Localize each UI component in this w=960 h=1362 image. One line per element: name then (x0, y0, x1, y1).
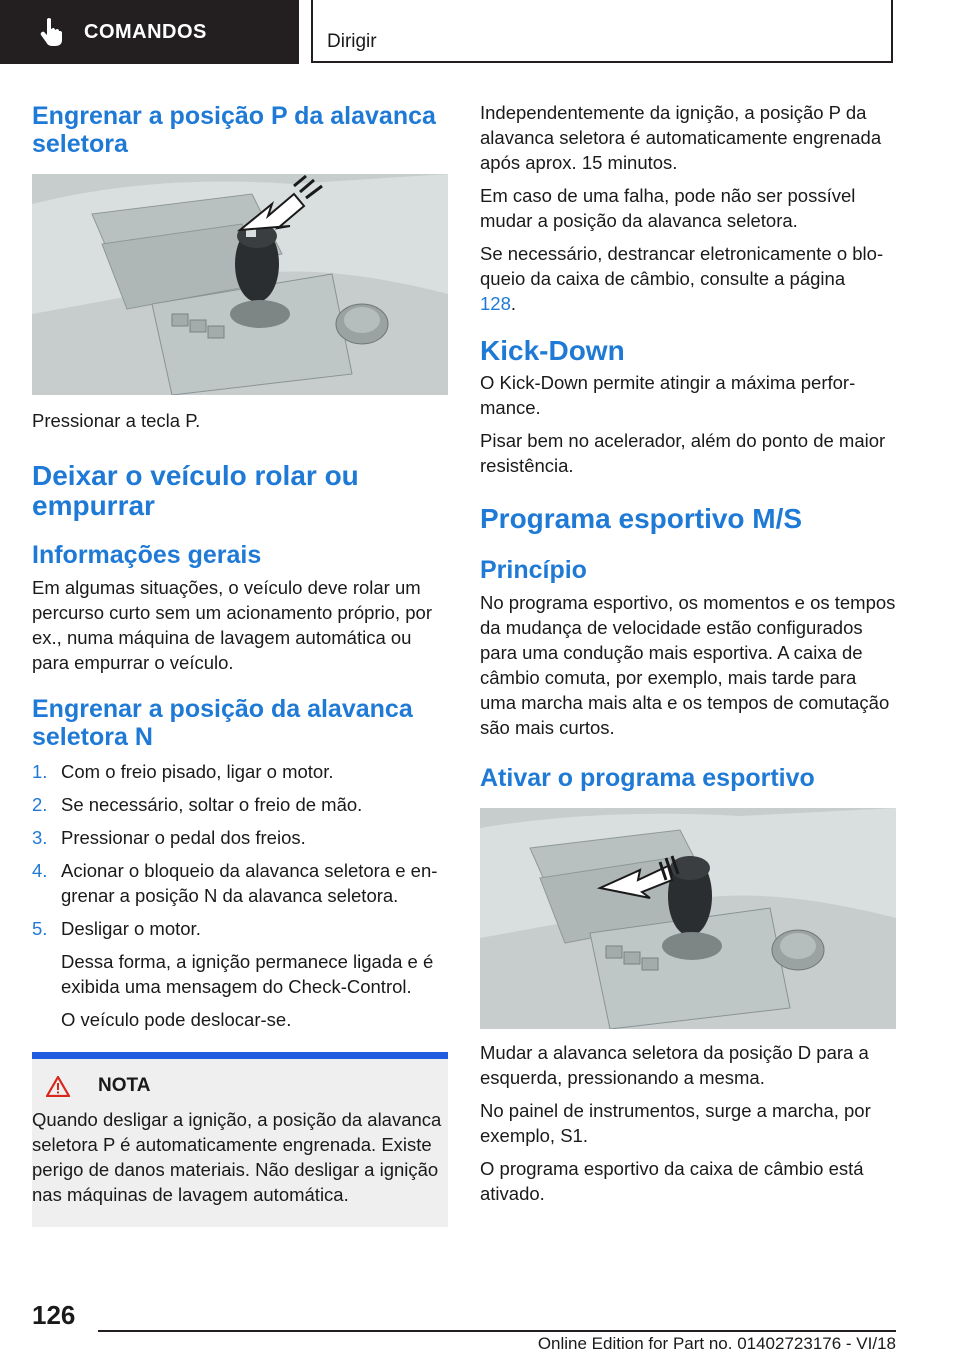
chapter-label: COMANDOS (84, 20, 207, 43)
step-text: Pressionar o pedal dos freios. (61, 827, 306, 848)
chapter-tab[interactable] (0, 0, 299, 64)
page-number: 126 (32, 1300, 76, 1330)
sport-mode-photo (480, 808, 896, 1029)
step-number: 4. (32, 860, 48, 881)
list-item (32, 759, 448, 784)
heading-kick-down: Kick-Down (480, 335, 625, 366)
heading-principle: Princípio (480, 556, 587, 584)
step5-detail: Dessa forma, a ignição permanece ligada e é exibida uma mensagem do Check-Control. (61, 951, 434, 997)
list-item (32, 792, 448, 817)
list-item (32, 825, 448, 850)
footer-divider (98, 1330, 896, 1332)
heading-general-info: Informações gerais (32, 541, 262, 569)
activate-text-2: No painel de instrumentos, surge a marcha, por exemplo, S1. (480, 1100, 871, 1146)
kick-down-text: O Kick-Down permite atingir a máxima performance. (480, 372, 856, 418)
edition-info: Online Edition for Part no. 01402723176 - VI/18 (537, 1334, 896, 1353)
unlock-text (480, 241, 896, 316)
caption-press-p: Pressionar a tecla P. (32, 410, 201, 431)
unlock-text-body: Se necessário, destrancar eletronicamente o bloqueio da caixa de câmbio, consulte a página (480, 243, 884, 289)
note-box (32, 1052, 448, 1227)
step5-detail-2: O veículo pode deslocar-se. (61, 1009, 292, 1030)
hand-pointer-icon (38, 17, 64, 47)
note-text: Quando desligar a ignição, a posição da alavanca seletora P é automaticamente engrenada. Existe perigo de danos materiais. Não desligar a ignição nas máquinas de lavagem automática. (32, 1109, 442, 1205)
step-text: Desligar o motor. (61, 918, 201, 939)
step-text: Com o freio pisado, ligar o motor. (61, 761, 334, 782)
step-number: 5. (32, 918, 48, 939)
steps-list (32, 759, 448, 1032)
general-info-text: Em algumas situações, o veículo deve rolar um percurso curto sem um acionamento próprio, por ex., numa máquina de lavagem automática ou para empurrar o veículo. (32, 577, 432, 673)
list-item (32, 916, 448, 1032)
section-header (311, 0, 893, 63)
principle-text: No programa esportivo, os momentos e os tempos da mudança de velocidade estão configurados para uma condução mais esportiva. A caixa de câmbio comuta, por exemplo, mais tarde para uma marcha mais alta e os tempos de comutação são mais curtos. (480, 592, 896, 738)
page-link-128[interactable]: 128 (480, 293, 511, 314)
auto-p-text: Independentemente da ignição, a posição P da alavanca seletora é automaticamente engrenada após aprox. 15 minutos. (480, 102, 882, 173)
list-item (32, 858, 448, 908)
gear-selector-photo (32, 174, 448, 395)
kick-down-text-2: Pisar bem no acelerador, além do ponto de maior resistência. (480, 430, 886, 476)
heading-sport-program: Programa esportivo M/S (480, 503, 803, 534)
right-column (480, 100, 896, 1206)
left-column (32, 100, 448, 1227)
note-title: NOTA (98, 1075, 151, 1096)
note-header (32, 1075, 448, 1097)
step-number: 2. (32, 794, 48, 815)
unlock-text-end: . (510, 293, 517, 314)
warning-triangle-icon (46, 1075, 70, 1097)
heading-engage-p: Engrenar a posição P da alavanca seletora (32, 102, 436, 158)
activate-text-3: O programa esportivo da caixa de câmbio está ativado. (480, 1158, 864, 1204)
step-number: 1. (32, 761, 48, 782)
step-text: Se necessário, soltar o freio de mão. (61, 794, 363, 815)
section-title: Dirigir (327, 31, 377, 52)
heading-activate-sport: Ativar o programa esportivo (480, 764, 815, 792)
heading-rolling: Deixar o veículo rolar ou empurrar (32, 460, 359, 521)
step-number: 3. (32, 827, 48, 848)
heading-engage-n: Engrenar a posição da alavanca seletora N (32, 695, 413, 751)
activate-text-1: Mudar a alavanca seletora da posição D para a esquerda, pressionando a mesma. (480, 1042, 869, 1088)
failure-text: Em caso de uma falha, pode não ser possível mudar a posição da alavanca seletora. (480, 185, 856, 231)
step-text: Acionar o bloqueio da alavanca seletora e engrenar a posição N da alavanca seletora. (61, 860, 438, 906)
